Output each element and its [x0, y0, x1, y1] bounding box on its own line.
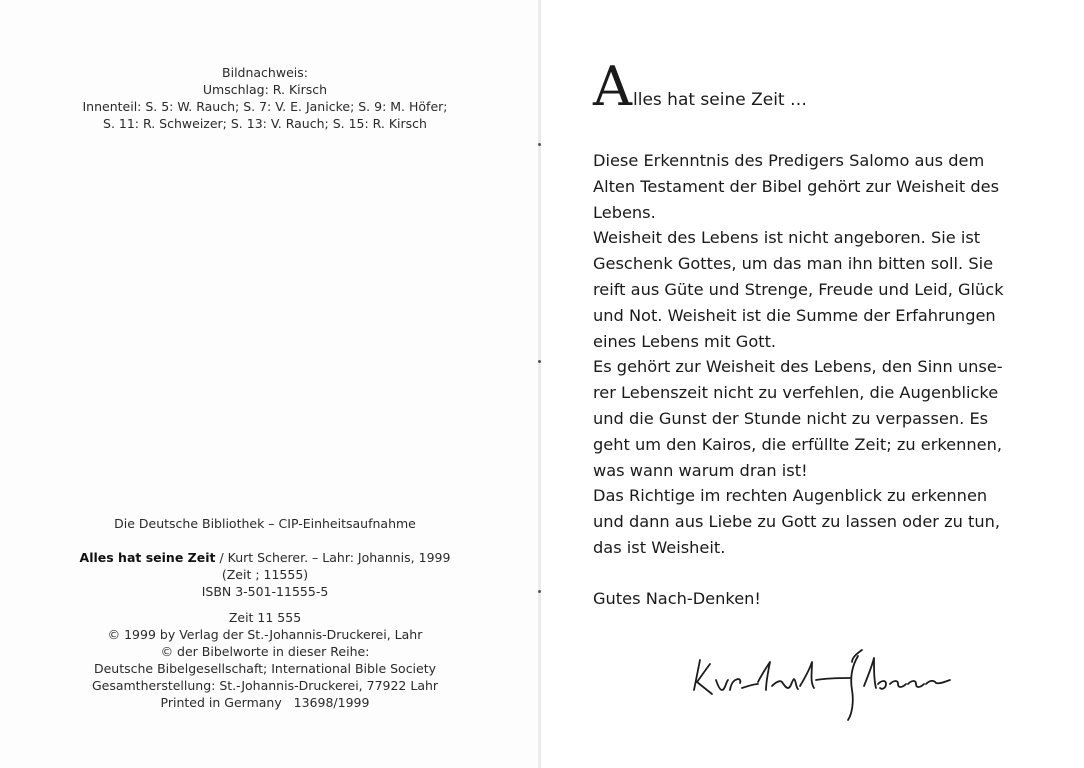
credits-line: Bildnachweis:: [222, 65, 308, 80]
book-citation: / Kurt Scherer. – Lahr: Johannis, 1999: [215, 550, 451, 565]
cip-heading: Die Deutsche Bibliothek – CIP-Einheitsaufnahme: [114, 516, 416, 531]
credits-line: S. 11: R. Schweizer; S. 13: V. Rauch; S. 15: R. Kirsch: [103, 116, 427, 131]
credits-line: Innenteil: S. 5: W. Rauch; S. 7: V. E. Janicke; S. 9: M. Höfer;: [82, 99, 448, 114]
heading-text: lles hat seine Zeit …: [633, 90, 808, 110]
isbn-line: ISBN 3-501-11555-5: [201, 584, 329, 599]
imprint-block: [40, 515, 490, 711]
series-line: (Zeit ; 11555): [221, 567, 309, 582]
imprint-detail: Deutsche Bibelgesellschaft; International Bible Society: [93, 661, 437, 676]
body-line: was wann warum dran ist!: [593, 460, 808, 480]
body-line: Lebens.: [593, 202, 656, 222]
body-line: rer Lebenszeit nicht zu verfehlen, die Augenblicke: [593, 383, 999, 403]
closing-line: Gutes Nach-Denken!: [593, 589, 761, 608]
body-line: Alten Testament der Bibel gehört zur Weisheit des: [593, 176, 999, 196]
imprint-detail: © der Bibelworte in dieser Reihe:: [160, 644, 370, 659]
body-line: Geschenk Gottes, um das man ihn bitten soll. Sie: [593, 254, 994, 274]
body-line: Weisheit des Lebens ist nicht angeboren. Sie ist: [593, 228, 981, 248]
body-line: geht um den Kairos, die erfüllte Zeit; zu erkennen,: [593, 434, 1003, 454]
body-line: Das Richtige im rechten Augenblick zu erkennen: [593, 486, 988, 506]
body-line: Diese Erkenntnis des Predigers Salomo aus dem: [593, 151, 985, 170]
page-heading: [593, 55, 1033, 118]
body-line: und die Gunst der Stunde nicht zu verpassen. Es: [593, 408, 989, 428]
imprint-detail: Printed in Germany 13698/1999: [160, 695, 370, 710]
imprint-detail: Gesamtherstellung: St.-Johannis-Druckerei, 77922 Lahr: [91, 678, 439, 693]
handwritten-signature: [688, 628, 978, 723]
photo-credits: [40, 64, 490, 132]
book-citation-line: [40, 549, 490, 566]
body-line: und Not. Weisheit ist die Summe der Erfahrungen: [593, 305, 996, 325]
body-line: und dann aus Liebe zu Gott zu lassen oder zu tun,: [593, 512, 1001, 532]
body-line: Es gehört zur Weisheit des Lebens, den Sinn unse-: [593, 357, 1003, 377]
left-page: [0, 0, 540, 768]
imprint-detail: © 1999 by Verlag der St.-Johannis-Druckerei, Lahr: [107, 627, 423, 642]
book-title: Alles hat seine Zeit: [79, 550, 216, 565]
imprint-detail: Zeit 11 555: [228, 610, 302, 625]
credits-line: Umschlag: R. Kirsch: [202, 82, 328, 97]
body-line: eines Lebens mit Gott.: [593, 331, 777, 351]
body-line: reift aus Güte und Strenge, Freude und Leid, Glück: [593, 279, 1004, 299]
body-text: [593, 148, 1043, 561]
drop-cap: A: [593, 55, 632, 118]
body-line: das ist Weisheit.: [593, 537, 726, 557]
